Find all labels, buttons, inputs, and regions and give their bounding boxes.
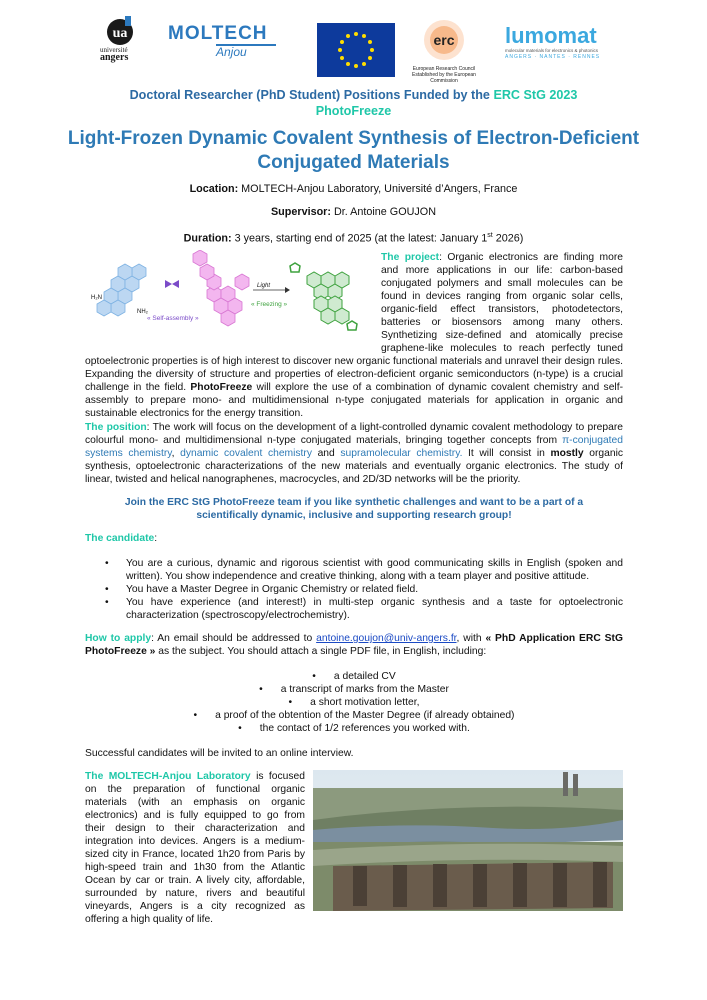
- supervisor-label: Supervisor:: [270, 206, 331, 218]
- lab-section: [85, 770, 623, 926]
- location-line: [60, 183, 647, 196]
- scheme-nh2-a: H₂N: [91, 295, 102, 301]
- list-item: • You have experience (and interest!) in multi-step organic synthesis and a taste for optoelectronic characterization (spectroscopy/electrochemistry).: [126, 596, 623, 622]
- list-item: • You have a Master Degree in Organic Chemistry or related field.: [126, 583, 623, 596]
- ua-text1: université: [100, 46, 128, 54]
- universite-angers-logo: [100, 16, 140, 62]
- list-item: • a transcript of marks from the Master: [259, 684, 449, 695]
- header-line1: Doctoral Researcher (PhD Student) Positions Funded by the: [129, 88, 494, 102]
- duration-end: 2026): [492, 232, 524, 245]
- duration-value: 3 years, starting end of 2025 (at the latest: January 1: [231, 232, 488, 245]
- lumomat-logo: [505, 24, 615, 61]
- scheme-light: Light: [257, 283, 271, 289]
- header-erc: ERC StG 2023: [493, 88, 578, 102]
- position-label: The position: [85, 422, 147, 433]
- moltech-logo: [168, 24, 288, 59]
- scheme-nh2-b: NH₂: [137, 309, 148, 315]
- project-section: The project: Organic electronics are finding more and more applications in our life: carbon-based conjugated polymers and small molecules can be found in devices ranging from organic solar cells, organic-field effect transistors, photodetectors, batteries or biosensors among many others. Synthetizing size-defined and atomically precise graphene-like molecules to reach perfectly tuned optoelectronic properties is of high interest to discover new organic functional materials and unravel their design rules. Expanding the diversity of structure and properties of electron-deficient organic semiconductors (n-type) is a crucial challenge in the field. PhotoFreeze will explore the use of a combination of dynamic covalent chemistry and self-assembly to prepare mono- and multidimensional n-type conjugated materials for application in organic and sustainable electronics for the energy transition.: [85, 252, 624, 419]
- erc-name: European Research Council: [412, 66, 476, 72]
- supervisor-line: [60, 206, 647, 219]
- supervisor-value: Dr. Antoine GOUJON: [330, 206, 436, 218]
- project-text1: Organic electronics are finding more and more applications in our life: carbon-based conjugated polymers and small molecules can be found in devices ranging from organic solar cells, organic-field effect transistors, photodetectors, batteries or biosensors among many others. Synthetizing size-defined and atomically precise graphene-like molecules to reach perfectly tuned optoelectronic properties is of high interest to discover new organic functional materials and unravel their design rules. Expanding the diversity of structure and properties of electron-deficient organic semiconductors (n-type) is a crucial challenge in the field.: [85, 252, 623, 393]
- apply-section: How to apply: An email should be addressed to antoine.goujon@univ-angers.fr, with « PhD Application ERC StG PhotoFreeze » as the subject. You should attach a single PDF file, in English, including:: [85, 633, 623, 657]
- anjou-wordmark: Anjou: [216, 44, 276, 59]
- erc-logo: [403, 18, 485, 82]
- location-label: Location:: [189, 183, 239, 195]
- header-photofreeze: PhotoFreeze: [315, 104, 392, 118]
- position-section: The position: The work will focus on the development of a light-controlled dynamic covalent methodology to prepare colourful mono- and multidimensional n-type conjugated materials, bringing together concepts from π-conjugated systems chemistry, dynamic covalent chemistry and supramolecular chemistry. It will consist in mostly organic synthesis, optoelectronic characterizations of the new materials and eventually organic electronics. The study of linear, twisted and helical nanographenes, macrocycles, and 2D/3D networks will be the priority.: [85, 422, 624, 485]
- moltech-wordmark: MOLTECH: [168, 23, 268, 44]
- pi-conjugated-term: π-conjugated systems chemistry: [85, 435, 623, 459]
- list-item: • a short motivation letter,: [288, 697, 420, 708]
- project-photofreeze: PhotoFreeze: [190, 382, 253, 393]
- position-header: [60, 87, 647, 119]
- candidate-list: [85, 557, 623, 622]
- scheme-freezing: « Freezing »: [251, 301, 288, 308]
- list-item: • a proof of the obtention of the Master Degree (if already obtained): [193, 710, 515, 721]
- lumomat-wordmark: lumomat: [505, 23, 597, 48]
- eu-flag-icon: [317, 23, 395, 77]
- supramolecular-term: supramolecular chemistry.: [340, 448, 463, 459]
- page-title: Light-Frozen Dynamic Covalent Synthesis of Electron-Deficient Conjugated Materials: [67, 128, 640, 173]
- erc-dots-icon: [421, 18, 467, 62]
- lab-text: is focused on the preparation of functional organic materials (with an emphasis on organic electronics) and is fully equipped to go from their design to their characterization and integration into devices. Angers is a medium-sized city in France, located 1h20 from Paris by high-speed train and 1h30 from the Atlantic Ocean by car or train. A lively city, affordable, surrounded by nature, rivers and beautiful vineyards, Angers is a city recognized as offering a high quality of life.: [85, 771, 305, 925]
- svg-text:ua: ua: [112, 26, 128, 41]
- logo-bar: [0, 10, 707, 84]
- ua-mark-icon: [101, 16, 139, 46]
- project-label: The project: [381, 252, 440, 263]
- duration-line: [60, 229, 647, 246]
- email-link[interactable]: antoine.goujon@univ-angers.fr: [316, 633, 457, 644]
- lumomat-subtitle: molecular materials for electronics & photonics: [505, 48, 599, 53]
- project-text2: will explore the use of a combination of dynamic covalent chemistry and self-assembly to prepare mono- and multidimensional n-type conjugated materials for application in organic and sustainable electronics for the energy transition.: [85, 382, 624, 419]
- email-subject: « PhD Application ERC StG PhotoFreeze »: [85, 633, 623, 657]
- lab-label: The MOLTECH-Anjou Laboratory: [85, 771, 251, 782]
- location-value: MOLTECH-Anjou Laboratory, Université d’Angers, France: [238, 183, 518, 195]
- ua-text2: angers: [100, 52, 129, 63]
- scheme-self-assembly: « Self-assembly »: [147, 315, 199, 322]
- candidate-label: The candidate: [85, 533, 155, 544]
- apply-label: How to apply: [85, 633, 152, 644]
- duration-label: Duration:: [183, 232, 232, 245]
- list-item: • a detailed CV: [312, 671, 396, 682]
- application-list: [85, 670, 623, 735]
- interview-note: Successful candidates will be invited to an online interview.: [85, 748, 354, 759]
- duration-sup: st: [487, 232, 493, 239]
- svg-text:erc: erc: [433, 32, 455, 48]
- join-callout: Join the ERC StG PhotoFreeze team if you like synthetic challenges and want to be a part of a scientifically dynamic, inclusive and supporting research group!: [124, 497, 584, 521]
- dcc-term: dynamic covalent chemistry: [180, 448, 312, 459]
- erc-sub: Established by the European Commission: [412, 72, 476, 84]
- lumomat-cities: ANGERS · NANTES · RENNES: [505, 54, 601, 60]
- candidate-section: The candidate: • You are a curious, dynamic and rigorous scientist with good communicating skills in English (spoken and written). You show independence and creative thinking, along with a team player and positive attitude. • You have a Master Degree in Organic Chemistry or related field. • You have experience (and interest!) in multi-step organic synthesis and a taste for optoelectronic characterization (spectroscopy/electrochemistry).: [85, 532, 623, 622]
- list-item: • You are a curious, dynamic and rigorous scientist with good communicating skills in English (spoken and written). You show independence and creative thinking, along with a team player and positive attitude.: [126, 557, 623, 583]
- list-item: • the contact of 1/2 references you worked with.: [238, 723, 470, 734]
